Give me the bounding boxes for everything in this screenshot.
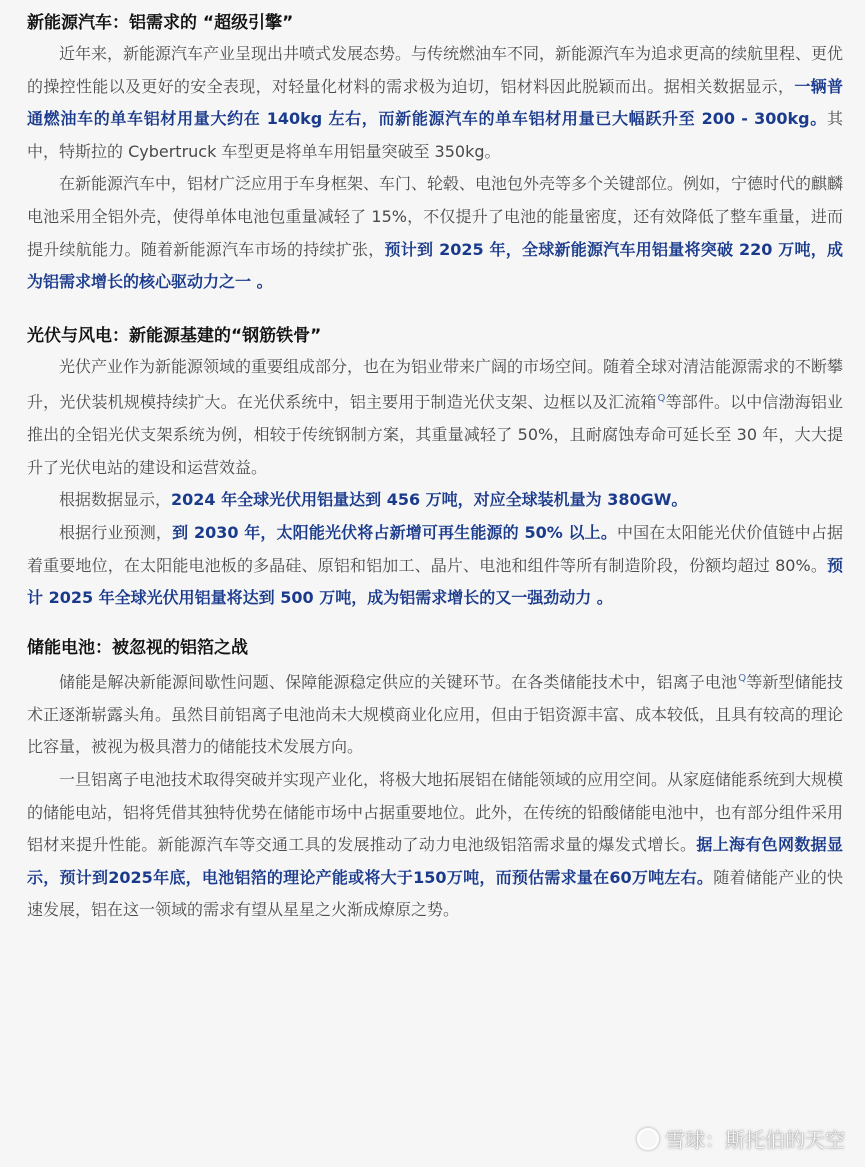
paragraph <box>27 38 843 168</box>
highlighted-text: 2024 年全球光伏用铝量达到 456 万吨，对应全球装机量为 380GW。 <box>171 490 688 510</box>
body-text: 等新型储能技术正逐渐崭露头角。虽然目前铝离子电池尚未大规模商业化应用，但由于铝资源丰富、成本较低，且具有较高的理论比容量，被视为极具潜力的储能技术发展方向。 <box>27 672 844 757</box>
body-text: 根据行业预测， <box>59 523 173 543</box>
section-spacer <box>27 299 843 321</box>
section-heading: 储能电池：被忽视的铝箔之战 <box>27 637 248 658</box>
body-text: 根据数据显示， <box>59 490 172 510</box>
highlighted-text: 预计到 2025 年，全球新能源汽车用铝量将突破 220 万吨，成为铝需求增长的核心驱动力之一 。 <box>27 239 843 292</box>
article-section <box>27 321 843 615</box>
highlighted-text: 预计 2025 年全球光伏用铝量将达到 500 万吨，成为铝需求增长的又一强劲动力 。 <box>27 555 843 608</box>
body-text: 随着储能产业的快速发展，铝在这一领域的需求有望从星星之火渐成燎原之势。 <box>27 867 843 920</box>
paragraph <box>27 351 843 485</box>
xueqiu-logo-icon <box>637 1128 659 1150</box>
paragraph <box>27 663 843 764</box>
body-text: 近年来，新能源汽车产业呈现出井喷式发展态势。与传统燃油车不同，新能源汽车为追求更高的续航里程、更优的操控性能以及更好的安全表现，对轻量化材料的需求极为迫切，铝材料因此脱颖而出。据相关数据显示， <box>27 44 844 96</box>
body-text: 中国在太阳能光伏价值链中占据着重要地位，在太阳能电池板的多晶硅、原铝和铝加工、晶片、电池和组件等所有制造阶段，份额均超过 80%。 <box>27 523 843 575</box>
section-heading: 新能源汽车：铝需求的 “超级引擎” <box>27 13 294 33</box>
body-text: 等部件。以中信渤海铝业推出的全铝光伏支架系统为例，相较于传统钢制方案，其重量减轻了 50%，且耐腐蚀寿命可延长至 30 年，大大提升了光伏电站的建设和运营效益。 <box>27 392 843 477</box>
search-link-icon[interactable]: Q <box>738 672 747 684</box>
highlighted-text: 一辆普通燃油车的单车铝材用量大约在 140kg 左右，而新能源汽车的单车铝材用量已大幅跃升至 200 - 300kg。 <box>27 76 843 129</box>
article-section <box>27 8 843 299</box>
article-body <box>27 8 843 927</box>
section-heading: 光伏与风电：新能源基建的“钢筋铁骨” <box>27 325 322 346</box>
section-spacer <box>27 615 843 633</box>
highlighted-text: 到 2030 年，太阳能光伏将占新增可再生能源的 50% 以上。 <box>172 523 617 543</box>
watermark <box>637 1124 845 1153</box>
highlighted-text: 据上海有色网数据显示，预计到2025年底，电池铝箔的理论产能或将大于150万吨，而预估需求量在60万吨左右。 <box>27 835 843 887</box>
article-section <box>27 633 843 927</box>
body-text: 在新能源汽车中，铝材广泛应用于车身框架、车门、轮毂、电池包外壳等多个关键部位。例如，宁德时代的麒麟电池采用全铝外壳，使得单体电池包重量减轻了 15%，不仅提升了电池的能量密度，还有效降低了整车重量，进而提升续航能力。随着新能源汽车市场的持续扩张， <box>27 174 844 259</box>
paragraph <box>27 764 843 927</box>
body-text: 储能是解决新能源间歇性问题、保障能源稳定供应的关键环节。在各类储能技术中，铝离子电池 <box>59 672 738 692</box>
body-text: 一旦铝离子电池技术取得突破并实现产业化，将极大地拓展铝在储能领域的应用空间。从家庭储能系统到大规模的储能电站，铝将凭借其独特优势在储能市场中占据重要地位。此外，在传统的铅酸储能电池中，也有部分组件采用铝材来提升性能。新能源汽车等交通工具的发展推动了动力电池级铝箔需求量的爆发式增长。 <box>27 769 844 855</box>
body-text: 光伏产业作为新能源领域的重要组成部分，也在为铝业带来广阔的市场空间。随着全球对清洁能源需求的不断攀升，光伏装机规模持续扩大。在光伏系统中，铝主要用于制造光伏支架、边框以及汇流箱 <box>27 356 844 412</box>
watermark-text: 雪球：斯托伯的天空 <box>665 1128 845 1152</box>
paragraph <box>27 168 843 298</box>
search-link-icon[interactable]: Q <box>657 393 666 405</box>
body-text: 其中，特斯拉的 Cybertruck 车型更是将单车用铝量突破至 350kg。 <box>27 109 843 161</box>
paragraph <box>27 484 843 517</box>
paragraph <box>27 517 843 615</box>
